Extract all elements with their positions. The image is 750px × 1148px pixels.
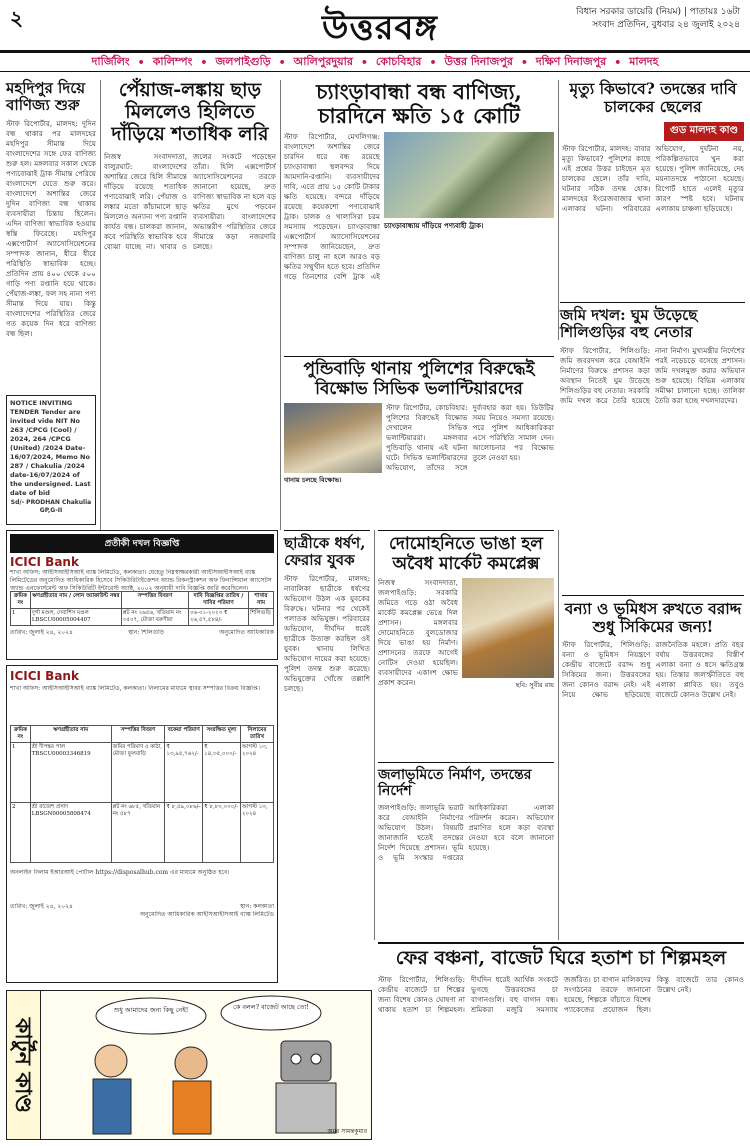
- article-onion-body: নিজস্ব সংবাদদাতা, বালুরঘাট: বাংলাদেশের অশান্তির জেরে হিলি সীমান্তে দাঁড়িয়ে রয়েছে শতাধিক পণ্যবোঝাই লরি। পেঁয়াজ ও লঙ্কার মতো কাঁচামালে ছাড় মিললেও অন্যান্য পণ্য রপ্তানি কার্যত বন্ধ। চালকরা জানান, কবে পরিস্থিতি স্বাভাবিক হবে বোঝা যাচ্ছে না। খাবার ও জলের সংকটে পড়েছেন তাঁরা। হিলি এক্সপোর্টার্স অ্যাসোসিয়েশনের তরফে জানানো হয়েছে, দ্রুত বাণিজ্য স্বাভাবিক না হলে বড় ক্ষতির মুখে পড়বেন ব্যবসায়ীরা। বাংলাদেশের অভ্যন্তরীণ পরিস্থিতির জেরে সীমান্তে কড়া নজরদারি চলছে।: [104, 151, 276, 251]
- article-sikkim-headline: বন্যা ও ভূমিধস রুখতে বরাদ্দ শুধু সিকিমের জন্য!: [564, 599, 742, 636]
- table-cell: 1: [11, 609, 31, 626]
- page-masthead: উত্তরবঙ্গ: [322, 8, 438, 48]
- edition-meta-line2: সংবাদ প্রতিদিন, বুধবার ২৪ জুলাই ২০২৪: [592, 20, 740, 30]
- icici-auction-notice: [6, 665, 278, 983]
- article-mahadipur-headline: মহদিপুর দিয়ে বাণিজ্য শুরু: [6, 79, 86, 115]
- table-cell: 1: [11, 743, 31, 803]
- article-mahadipur-body: স্টাফ রিপোর্টার, মালদহ: দুদিন বন্ধ থাকার পর মালদহের মহদিপুর সীমান্ত দিয়ে বাংলাদেশের সঙ্গে ফের বাণিজ্য শুরু হল। মঙ্গলবার সকাল থেকে পণ্যবোঝাই ট্রাক সীমান্ত পেরিয়ে বাংলাদেশে যেতে শুরু করে। বাংলাদেশে অশান্তির জেরে দুদিন বাণিজ্য বন্ধ থাকায় ব্যবসায়ীরা চিন্তায় ছিলেন। এদিন বাণিজ্য স্বাভাবিক হওয়ায় স্বস্তি ফিরেছে। মহদিপুর এক্সপোর্টার্স অ্যাসোসিয়েশনের সম্পাদক জানান, ধীরে ধীরে পরিস্থিতি স্বাভাবিক হচ্ছে। প্রতিদিন প্রায় ৪০০ থেকে ৫০০ গাড়ি পণ্য রপ্তানি হয়ে থাকে। পেঁয়াজ-লঙ্কা, ফল সহ নানা পণ্য সীমান্ত দিয়ে যায়। কিন্তু বাংলাদেশের পরিস্থিতির জেরে গত কয়েক দিন ধরে বাণিজ্য বন্ধ ছিল।: [6, 118, 96, 338]
- district-7: মালদহ: [629, 54, 659, 68]
- table-cell: শিলিগুড়ি: [249, 609, 274, 626]
- cartoon-bubble-1: শুধু আমাদের জন্য কিছু নেই!: [113, 1006, 189, 1014]
- article-molest-body: স্টাফ রিপোর্টার, মালদহ: নাবালিকা ছাত্রীকে ধর্ষণের অভিযোগ উঠল এক যুবকের বিরুদ্ধে। ঘটনার পর থেকেই পলাতক অভিযুক্ত। পরিবারের অভিযোগ, দীর্ঘদিন ধরেই ছাত্রীকে উত্যক্ত করছিল ওই যুবক। থানায় লিখিত অভিযোগ দায়ের করা হয়েছে। পুলিশ তদন্ত শুরু করেছে। অভিযুক্তের খোঁজে তল্লাশি চলছে।: [284, 573, 370, 693]
- article-civic: [284, 356, 554, 523]
- article-onion-headline: পেঁয়াজ-লঙ্কায় ছাড় মিললেও হিলিতে দাঁড়িয়ে শতাধিক লরি: [111, 79, 269, 145]
- district-6: দক্ষিণ দিনাজপুর: [535, 54, 607, 68]
- table-cell: আগস্ট ১৩, ২০২৪: [240, 803, 273, 863]
- tender-notice-sign: Sd/- PRODHAN Chakulia GP,G-II: [10, 499, 92, 514]
- column-divider: [558, 80, 559, 340]
- table-header: সম্পত্তির বিবরণ: [121, 592, 188, 609]
- article-mahadipur: [6, 80, 96, 381]
- table-header: দাবি বিজ্ঞপ্তির তারিখ / দাবির পরিমাণ: [188, 592, 248, 609]
- table-header: সংরক্ষিত মূল্য: [203, 726, 241, 743]
- district-4: কোচবিহার: [375, 54, 422, 68]
- icici-logo: ICICI Bank: [10, 669, 79, 683]
- table-header: সম্পত্তির বিবরণ: [111, 726, 165, 743]
- district-1: কালিম্পং: [152, 54, 193, 68]
- article-wetland-headline: জলাভূমিতে নির্মাণ, তদন্তের নির্দেশ: [378, 767, 532, 800]
- cartoon-bubble-2: কে বলল? বাজেট আছে তো!: [233, 1003, 309, 1011]
- table-cell: প্লট নং ২৬৫৬, খতিয়ান নং ৩৫০৭, মৌজা বরুণীয়া: [121, 609, 188, 626]
- icici-auction-footer: অনলাইন নিলাম ইআরআই পোর্টাল https://disposalhub.com এর মাধ্যমে অনুষ্ঠিত হবে।: [10, 869, 230, 876]
- article-death: [562, 80, 744, 339]
- table-cell: দুর্গা মণ্ডল, দেবাশিস মণ্ডল LBSCU00005004407: [30, 609, 121, 626]
- tender-notice-text: NOTICE INVITING TENDER Tender are invited vide NIT No 263 /CPCG (Cool) / 2024, 264 /CPCG (United) /2024 Date-16/07/2024, Memo No 287 / Chakulia /2024 date-16/07/2024 of the undersigned. Last date of bid: [10, 399, 91, 497]
- table-cell: 2: [11, 803, 31, 863]
- column-divider: [280, 80, 281, 530]
- article-onion: [104, 80, 276, 512]
- table-cell: ০৬-০১-২০২৩ ₹ ২৬,৫৭,৫৮৪/-: [188, 609, 248, 626]
- edition-meta-line1: বিধান সরকার ডায়েরি (নিয়ম) | পাতায়ঃ ১৬টা: [576, 7, 740, 17]
- page-number: ২: [10, 6, 24, 30]
- article-death-headline: মৃত্যু কিভাবে? তদন্তের দাবি চালকের ছেলের: [569, 79, 737, 116]
- table-header: ঋণগ্রহীতার নাম: [30, 726, 111, 743]
- protest-photo-caption: থানায় চলছে বিক্ষোভ।: [284, 476, 342, 485]
- article-death-tag: গুড মালদহ কাণ্ড: [664, 122, 744, 141]
- article-molest-headline: ছাত্রীকে ধর্ষণ, ফেরার যুবক: [284, 534, 366, 570]
- table-header: নিলামের তারিখ: [240, 726, 273, 743]
- article-wetland: [378, 762, 554, 953]
- article-molest: [284, 530, 370, 944]
- table-cell: ₹ ১৩,৯৫,৭৬২/-: [165, 743, 203, 803]
- table-cell: ₹ ৮,৮০,০০০/-: [203, 803, 241, 863]
- icici-notice-table: [10, 591, 274, 626]
- bulldozer-photo: [462, 578, 554, 678]
- table-cell: শ্রী রাজেশ প্রসাদ LBSGN00005808474: [30, 803, 111, 863]
- article-sikkim-body: স্টাফ রিপোর্টার, শিলিগুড়ি: বন্যা ও ভূমিধস নিয়ন্ত্রণে কেন্দ্রীয় বাজেটে বরাদ্দ শুধু সিকিমের জন্য। উত্তরবঙ্গের জন্য কোনও বরাদ্দ নেই। এই নিয়ে ক্ষোভ ছড়িয়েছে রাজনৈতিক মহলে। প্রতি বছর বর্ষায় উত্তরবঙ্গের বিস্তীর্ণ এলাকা বন্যা ও ধসে ক্ষতিগ্রস্ত হয়। তিস্তার জলস্ফীতিতে বহু এলাকা প্লাবিত হয়। তবুও বাজেটে কোনও উল্লেখ নেই।: [562, 639, 744, 699]
- cartoon-title: কার্টুন কাণ্ড: [10, 1017, 36, 1113]
- table-header: ঋণগ্রহীতার নাম / লোন অ্যাকাউন্ট নম্বর: [30, 592, 121, 609]
- icici-notice-text: শাখা অফিস: আইসিআইসিআই ব্যাঙ্ক লিমিটেড, কলকাতা। যেহেতু নিম্নস্বাক্ষরকারী আইসিআইসিআই ব্যাঙ্ক লিমিটেডের অনুমোদিত আধিকারিক হিসেবে সিকিউরিটাইজেশন অ্যান্ড রিকনস্ট্রাকশন অফ ফিনান্সিয়াল অ্যাসেটস অ্যান্ড এনফোর্সমেন্ট অফ সিকিউরিটি ইন্টারেস্ট অ্যাক্ট, ২০০২ অনুযায়ী দাবি বিজ্ঞপ্তি জারি করেছিলেন।: [10, 569, 272, 591]
- article-sikkim: [562, 595, 744, 910]
- cartoon-drawing: [41, 991, 371, 1139]
- district-strip: দার্জিলিং • কালিম্পং • জলপাইগুড়ি • আলিপুরদুয়ার • কোচবিহার • উত্তর দিনাজপুর • দক্ষিণ দিনাজপুর • মালদহ: [0, 50, 750, 72]
- icici-auction-date: তারিখ: জুলাই ২৪, ২০২৪: [10, 903, 73, 910]
- bulldozer-photo-caption: ছবি: সুবীর রায়: [515, 681, 554, 690]
- article-tea-body: স্টাফ রিপোর্টার, শিলিগুড়ি: কেন্দ্রীয় বাজেটে চা শিল্পের জন্য বিশেষ কোনও ঘোষণা না থাকায় হতাশ চা শিল্পমহল। দীর্ঘদিন ধরেই আর্থিক সংকটে ভুগছে উত্তরবঙ্গের চা বাগানগুলি। বহু বাগান বন্ধ। শ্রমিকরা মজুরি সমস্যায় জর্জরিত। চা বাগান মালিকদের সংগঠনের তরফে জানানো হয়েছে, শিল্পকে বাঁচাতে বিশেষ প্যাকেজের প্রয়োজন ছিল। কিন্তু বাজেটে তার কোনও উল্লেখ নেই।: [378, 974, 744, 1014]
- article-tea: [378, 942, 744, 1141]
- article-market-headline: দোমোহনিতে ভাঙা হল অবৈধ মার্কেট কমপ্লেক্স: [389, 534, 543, 574]
- article-landgrab: [560, 302, 745, 556]
- table-header: ক্রমিক নং: [11, 592, 31, 609]
- article-market: [378, 530, 554, 718]
- icici-logo: ICICI Bank: [10, 555, 79, 569]
- article-landgrab-body: স্টাফ রিপোর্টার, শিলিগুড়ি: জমি জবরদখল করে বেআইনি নির্মাণের বিরুদ্ধে প্রশাসন কড়া অবস্থান নিতেই ঘুম উড়েছে শিলিগুড়ির বহু নেতার। সরকারি জমি দখল করে তৈরি হয়েছে নানা নির্মাণ। মুখ্যমন্ত্রীর নির্দেশের পরই নড়েচড়ে বসেছে প্রশাসন। জমি দখলমুক্ত করার অভিযান শুরু হয়েছে। বিভিন্ন এলাকায় সমীক্ষা চালানো হচ্ছে। তালিকা তৈরি করা হচ্ছে দখলদারদের।: [560, 345, 745, 405]
- table-cell: জমির পরিমাণ ৫ কাঠা, মৌজা ফুলবাড়ি: [111, 743, 165, 803]
- icici-auction-signatory: অনুমোদিত আধিকারিক আইসিআইসিআই ব্যাঙ্ক লিমিটেড: [139, 911, 274, 918]
- trucks-photo: [384, 132, 554, 218]
- article-changrabandha-headline: চ্যাংড়াবান্ধা বন্ধ বাণিজ্য, চারদিনে ক্ষতি ১৫ কোটি: [316, 79, 522, 129]
- article-civic-headline: পুন্ডিবাড়ি থানায় পুলিশের বিরুদ্ধেই বিক্ষোভ সিভিক ভলান্টিয়ারদের: [303, 359, 535, 399]
- district-0: দার্জিলিং: [91, 54, 130, 68]
- article-changrabandha-body: স্টাফ রিপোর্টার, মেখলিগঞ্জ: বাংলাদেশে অশান্তির জেরে চারদিন ধরে বন্ধ রয়েছে চ্যাংড়াবান্ধা স্থলবন্দর দিয়ে আমদানি-রপ্তানি। ব্যবসায়ীদের দাবি, এতে প্রায় ১৫ কোটি টাকার ক্ষতি হয়েছে। বন্দরে দাঁড়িয়ে রয়েছে কয়েকশো পণ্যবোঝাই ট্রাক। চালক ও খালাসিরা চরম সমস্যায় পড়েছেন। চ্যাংড়াবান্ধা এক্সপোর্টার্স অ্যাসোসিয়েশনের সম্পাদক জানিয়েছেন, দ্রুত বাণিজ্য চালু না হলে আরও বড় ক্ষতির সম্মুখীন হতে হবে। প্রতিদিন গড়ে তিনশোর বেশি ট্রাক এই: [284, 132, 380, 282]
- table-row: [11, 609, 274, 626]
- table-row: [11, 743, 274, 803]
- icici-notice-place: স্থান: শিলিগুড়ি: [128, 629, 165, 636]
- column-divider: [374, 530, 375, 940]
- district-5: উত্তর দিনাজপুর: [444, 54, 513, 68]
- icici-notice-signatory: অনুমোদিত আধিকারিক: [219, 629, 274, 636]
- table-header: ক্রমিক নং: [11, 726, 31, 743]
- cartoon-credit: অমর সামন্তকুমার: [327, 1128, 367, 1135]
- protest-photo: [284, 403, 382, 473]
- icici-possession-notice: [6, 530, 278, 660]
- column-divider: [100, 80, 101, 530]
- article-landgrab-headline: জমি দখল: ঘুম উড়েছে শিলিগুড়ির বহু নেতার: [560, 306, 698, 342]
- article-changrabandha: [284, 80, 554, 282]
- icici-auction-place: স্থান: কলকাতা: [239, 903, 274, 910]
- table-cell: শ্রী দীপঙ্কর পাল TBSCU00003346819: [30, 743, 111, 803]
- table-row: [11, 803, 274, 863]
- edition-meta: [576, 6, 740, 32]
- article-civic-body: স্টাফ রিপোর্টার, কোচবিহার: পুলিশের বিরুদ্ধেই বিক্ষোভ দেখালেন সিভিক ভলান্টিয়াররা। মঙ্গলবার পুন্ডিবাড়ি থানায় এই ঘটনা ঘটে। সিভিক ভলান্টিয়ারদের অভিযোগ, তাঁদের সঙ্গে দুর্ব্যবহার করা হয়। ডিউটির সময় নিয়েও সমস্যা রয়েছে। পরে পুলিশ আধিকারিকরা এসে পরিস্থিতি সামাল দেন। আলোচনার পর বিক্ষোভ তুলে নেওয়া হয়।: [386, 403, 554, 473]
- icici-auction-text: শাখা অফিস: আইসিআইসিআই ব্যাঙ্ক লিমিটেড, কলকাতা। নিলামের মাধ্যমে স্থাবর সম্পত্তির বিক্রয় বিজ্ঞপ্তি।: [10, 685, 260, 692]
- table-cell: প্লট নং ৬৮৫, খতিয়ান নং ৫৮৭: [111, 803, 165, 863]
- district-2: জলপাইগুড়ি: [215, 54, 271, 68]
- table-cell: ₹ ১৪,৩৫,০০০/-: [203, 743, 241, 803]
- table-header: শাখার নাম: [249, 592, 274, 609]
- table-cell: আগস্ট ১৩, ২০২৪: [240, 743, 273, 803]
- icici-notice-title: প্রতীকী দখল বিজ্ঞপ্তি: [10, 534, 274, 553]
- article-tea-headline: ফের বঞ্চনা, বাজেট ঘিরে হতাশ চা শিল্পমহল: [395, 947, 727, 969]
- article-market-body: নিজস্ব সংবাদদাতা, জলপাইগুড়ি: সরকারি জমিতে গড়ে ওঠা অবৈধ মার্কেট কমপ্লেক্স ভেঙে দিল প্রশাসন। মঙ্গলবার দোমোহনিতে বুলডোজার দিয়ে ভাঙা হয় নির্মাণ। প্রশাসনের তরফে আগেই নোটিস দেওয়া হয়েছিল। ব্যবসায়ীদের একাংশ ক্ষোভ প্রকাশ করেন।: [378, 578, 458, 688]
- icici-auction-table: [10, 725, 274, 863]
- icici-notice-date: তারিখ: জুলাই ২৪, ২০২৪: [10, 629, 73, 636]
- article-wetland-body: জলপাইগুড়ি: জলাভূমি ভরাট করে বেআইনি নির্মাণের অভিযোগ উঠল। বিষয়টি জানাজানি হতেই তদন্তের নির্দেশ দিয়েছে প্রশাসন। ভূমি ও ভূমি সংস্কার দপ্তরের আধিকারিকরা এলাকা পরিদর্শন করেন। অভিযোগ প্রমাণিত হলে কড়া ব্যবস্থা নেওয়া হবে বলে জানানো হয়েছে।: [378, 803, 554, 863]
- table-cell: ₹ ৮,৫৯,০৮৬/-: [165, 803, 203, 863]
- trucks-photo-caption: চ্যাংড়াবান্ধায় দাঁড়িয়ে পণ্যবাহী ট্রাক।: [384, 221, 484, 231]
- district-3: আলিপুরদুয়ার: [293, 54, 353, 68]
- article-death-body: স্টাফ রিপোর্টার, মালদহ: বাবার মৃত্যু কিভাবে? পুলিশের কাছে এই প্রশ্নের উত্তর চাইছেন মৃত চালকের ছেলে। তাঁর দাবি, ঘটনার সঠিক তদন্ত হোক। মালদহের ইংরেজবাজার থানা এলাকার ঘটনা। পরিবারের অভিযোগ, দুর্ঘটনা নয়, পরিকল্পিতভাবে খুন করা হয়েছে। পুলিশ জানিয়েছে, দেহ ময়নাতদন্তে পাঠানো হয়েছে। রিপোর্ট হাতে এলেই মৃত্যুর কারণ স্পষ্ট হবে। ঘটনায় এলাকায় চাঞ্চল্য ছড়িয়েছে।: [562, 143, 744, 213]
- cartoon-panel: [41, 991, 371, 1139]
- column-divider: [558, 530, 559, 940]
- table-header: বকেয়া পরিমাণ: [165, 726, 203, 743]
- cartoon-strip: [6, 990, 372, 1140]
- tender-notice: [6, 395, 96, 525]
